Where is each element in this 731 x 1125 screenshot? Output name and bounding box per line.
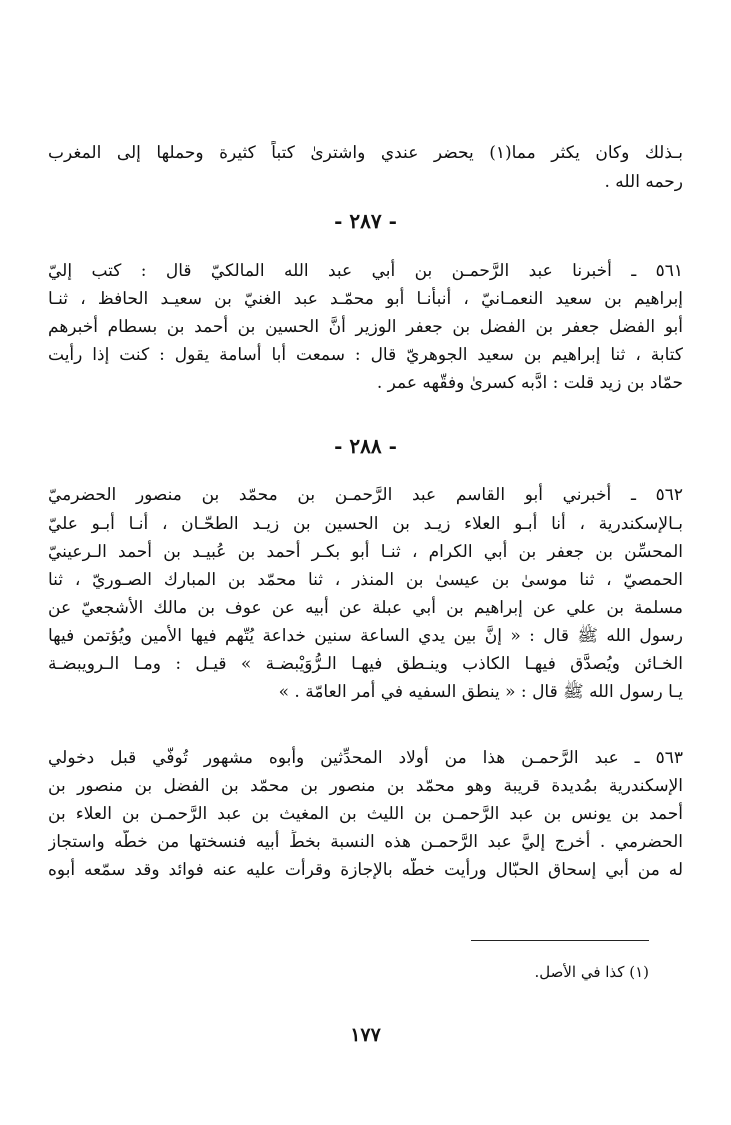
text-line: الخـائن ويُصدَّق فيهـا الكاذب وينـطق فيهـا الـرُّوَيْبضـة » قيـل : ومـا الـرويبضـة xyxy=(48,654,683,674)
text-line: بـالإسكندرية ، أنا أبـو العلاء زيـد بن الحسين بن زيـد الطحّـان ، أنـا أبـو عليّ xyxy=(48,514,683,534)
text-line: الإسكندرية بمُديدة قريبة وهو محمّد بن منصور بن محمّد بن الفضل بن منصور بن xyxy=(48,776,683,796)
text-line: بـذلك وكان يكثر مما(١) يحضر عندي واشترىٰ كتباً كثيرة وحملها إلى المغرب xyxy=(48,143,683,163)
text-line: مسلمة بن علي عن إبراهيم بن أبي عبلة عن أبيه عن عوف بن مالك الأشجعيّ عن xyxy=(48,598,683,618)
text-line: الحضرمي . أخرج إليَّ عبد الرَّحمـن هذه النسبة بخطِّ أبيه فنسختها من خطّه واستجاز xyxy=(48,832,683,852)
text-line: أبو الفضل جعفر بن الفضل بن جعفر الوزير أنَّ الحسين بن أحمد بن بسطام أخبرهم xyxy=(48,317,683,337)
footnote-divider xyxy=(471,940,649,941)
text-line: المحسِّن بن جعفر بن أبي الكرام ، ثنـا أبو بكـر أحمد بن عُبيـد بن أحمد الـرعينيّ xyxy=(48,542,683,562)
footnote: (١) كذا في الأصل. xyxy=(534,963,649,981)
text-line: ٥٦٣ ـ عبد الرَّحمـن هذا من أولاد المحدِّثين وأبوه مشهور تُوفّي قبل دخولي xyxy=(48,748,683,768)
text-line: إبراهيم بن سعيد النعمـانيّ ، أنبأنـا أبو محمّـد عبد الغنيّ بن سعيـد الحافظ ، ثنـا xyxy=(48,289,683,309)
text-line: يـا رسول الله ﷺ قال : « ينطق السفيه في أمر العامّة . » xyxy=(278,682,683,702)
text-line: ٥٦١ ـ أخبرنا عبد الرَّحمـن بن أبي عبد الله المالكيّ قال : كتب إليّ xyxy=(48,261,683,281)
text-line: الحمصيّ ، ثنا موسىٰ بن عيسىٰ بن المنذر ، ثنا محمّد بن المبارك الصـوريّ ، ثنا xyxy=(48,570,683,590)
text-line: أحمد بن يونس بن عبد الرَّحمـن بن الليث بن المغيث بن عبد الرَّحمـن بن العلاء بن xyxy=(48,804,683,824)
entry-number-heading: - ٢٨٨ - xyxy=(334,434,397,458)
text-line: رسول الله ﷺ قال : « إنَّ بين يدي الساعة سنين خداعة يُتّهم فيها الأمين ويُؤتمن فيها xyxy=(48,626,683,646)
page-number: ١٧٧ xyxy=(350,1024,381,1046)
text-line: له من أبي إسحاق الحبّال ورأيت خطّه بالإجازة وقرأت عليه عنه فوائد وقد سمّعه أبوه xyxy=(48,860,683,880)
text-line: كتابة ، ثنا إبراهيم بن سعيد الجوهريّ قال : سمعت أبا أسامة يقول : كنت إذا رأيت xyxy=(48,345,683,365)
entry-number-heading: - ٢٨٧ - xyxy=(334,209,397,233)
text-line: ٥٦٢ ـ أخبرني أبو القاسم عبد الرَّحمـن بن محمّد بن منصور الحضرميّ xyxy=(48,485,683,505)
text-line: رحمه الله . xyxy=(604,172,683,192)
text-line: حمّاد بن زيد قلت : ادَّبه كسرىٰ وفقّهه عمر . xyxy=(376,373,683,393)
